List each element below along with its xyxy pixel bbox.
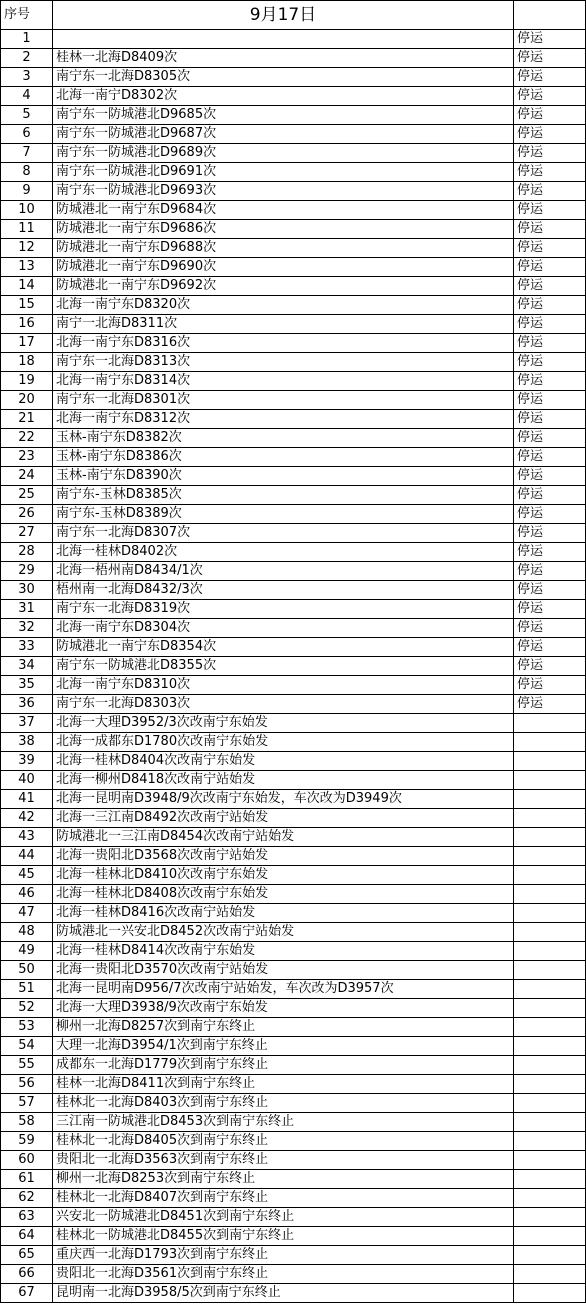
row-serial-number: 5 bbox=[1, 106, 53, 125]
table-row bbox=[1, 1037, 586, 1056]
row-serial-number: 42 bbox=[1, 809, 53, 828]
row-train-description: 南宁东一北海D8303次 bbox=[53, 695, 514, 714]
row-train-description: 南宁东一北海D8305次 bbox=[53, 68, 514, 87]
row-status: 停运 bbox=[514, 619, 586, 638]
table-row bbox=[1, 524, 586, 543]
row-train-description: 南宁东一北海D8313次 bbox=[53, 353, 514, 372]
row-status: 停运 bbox=[514, 201, 586, 220]
row-serial-number: 58 bbox=[1, 1113, 53, 1132]
row-train-description: 昆明南一北海D3958/5次到南宁东终止 bbox=[53, 1284, 514, 1303]
row-serial-number: 34 bbox=[1, 657, 53, 676]
row-train-description: 防城港北一南宁东D8354次 bbox=[53, 638, 514, 657]
table-row bbox=[1, 391, 586, 410]
table-row bbox=[1, 828, 586, 847]
row-status bbox=[514, 866, 586, 885]
row-status: 停运 bbox=[514, 163, 586, 182]
row-status: 停运 bbox=[514, 562, 586, 581]
row-status: 停运 bbox=[514, 429, 586, 448]
row-status: 停运 bbox=[514, 258, 586, 277]
row-status: 停运 bbox=[514, 581, 586, 600]
row-train-description: 北海一桂林D8402次 bbox=[53, 543, 514, 562]
table-row bbox=[1, 239, 586, 258]
table-row bbox=[1, 144, 586, 163]
row-serial-number: 28 bbox=[1, 543, 53, 562]
table-row bbox=[1, 296, 586, 315]
table-row bbox=[1, 372, 586, 391]
header-status bbox=[514, 1, 586, 30]
row-serial-number: 11 bbox=[1, 220, 53, 239]
row-serial-number: 60 bbox=[1, 1151, 53, 1170]
row-serial-number: 47 bbox=[1, 904, 53, 923]
table-row bbox=[1, 49, 586, 68]
row-serial-number: 14 bbox=[1, 277, 53, 296]
table-row bbox=[1, 695, 586, 714]
row-status bbox=[514, 1189, 586, 1208]
row-train-description: 北海一南宁东D8312次 bbox=[53, 410, 514, 429]
table-row bbox=[1, 258, 586, 277]
row-serial-number: 17 bbox=[1, 334, 53, 353]
row-train-description: 大理一北海D3954/1次到南宁东终止 bbox=[53, 1037, 514, 1056]
row-status: 停运 bbox=[514, 30, 586, 49]
row-status bbox=[514, 999, 586, 1018]
row-serial-number: 48 bbox=[1, 923, 53, 942]
table-row bbox=[1, 676, 586, 695]
row-train-description: 北海一南宁东D8316次 bbox=[53, 334, 514, 353]
row-train-description: 北海一三江南D8492次改南宁站始发 bbox=[53, 809, 514, 828]
row-train-description: 桂林一北海D8409次 bbox=[53, 49, 514, 68]
row-train-description: 南宁东-玉林D8385次 bbox=[53, 486, 514, 505]
row-status bbox=[514, 771, 586, 790]
row-serial-number: 19 bbox=[1, 372, 53, 391]
row-train-description: 防城港北一南宁东D9684次 bbox=[53, 201, 514, 220]
row-train-description: 南宁东一防城港北D9691次 bbox=[53, 163, 514, 182]
row-serial-number: 38 bbox=[1, 733, 53, 752]
row-status: 停运 bbox=[514, 87, 586, 106]
row-status: 停运 bbox=[514, 467, 586, 486]
row-train-description: 北海一桂林北D8410次改南宁东始发 bbox=[53, 866, 514, 885]
row-serial-number: 21 bbox=[1, 410, 53, 429]
row-train-description: 北海一大理D3938/9次改南宁东始发 bbox=[53, 999, 514, 1018]
table-row bbox=[1, 486, 586, 505]
table-row bbox=[1, 923, 586, 942]
table-row bbox=[1, 125, 586, 144]
row-serial-number: 57 bbox=[1, 1094, 53, 1113]
row-serial-number: 9 bbox=[1, 182, 53, 201]
table-row bbox=[1, 752, 586, 771]
table-row bbox=[1, 1170, 586, 1189]
row-status bbox=[514, 790, 586, 809]
row-train-description: 北海一南宁东D8314次 bbox=[53, 372, 514, 391]
row-status bbox=[514, 828, 586, 847]
table-row bbox=[1, 353, 586, 372]
row-status: 停运 bbox=[514, 695, 586, 714]
row-status bbox=[514, 1018, 586, 1037]
row-serial-number: 54 bbox=[1, 1037, 53, 1056]
row-train-description: 南宁东一防城港北D9687次 bbox=[53, 125, 514, 144]
row-status: 停运 bbox=[514, 410, 586, 429]
row-status bbox=[514, 1151, 586, 1170]
table-row bbox=[1, 619, 586, 638]
row-status: 停运 bbox=[514, 334, 586, 353]
row-serial-number: 52 bbox=[1, 999, 53, 1018]
header-serial-number: 序号 bbox=[1, 1, 53, 30]
table-row bbox=[1, 790, 586, 809]
row-status bbox=[514, 1246, 586, 1265]
row-status: 停运 bbox=[514, 182, 586, 201]
row-serial-number: 31 bbox=[1, 600, 53, 619]
table-row bbox=[1, 1075, 586, 1094]
table-row bbox=[1, 1265, 586, 1284]
row-serial-number: 40 bbox=[1, 771, 53, 790]
row-train-description: 北海一贵阳北D3570次改南宁站始发 bbox=[53, 961, 514, 980]
row-serial-number: 56 bbox=[1, 1075, 53, 1094]
row-serial-number: 27 bbox=[1, 524, 53, 543]
table-row bbox=[1, 809, 586, 828]
row-serial-number: 22 bbox=[1, 429, 53, 448]
row-status bbox=[514, 733, 586, 752]
row-status bbox=[514, 752, 586, 771]
row-serial-number: 26 bbox=[1, 505, 53, 524]
table-row bbox=[1, 182, 586, 201]
table-row bbox=[1, 106, 586, 125]
table-row bbox=[1, 505, 586, 524]
row-train-description: 北海一大理D3952/3次改南宁东始发 bbox=[53, 714, 514, 733]
row-train-description: 贵阳北一北海D3561次到南宁东终止 bbox=[53, 1265, 514, 1284]
row-serial-number: 53 bbox=[1, 1018, 53, 1037]
row-status: 停运 bbox=[514, 448, 586, 467]
row-train-description: 北海一南宁东D8310次 bbox=[53, 676, 514, 695]
table-row bbox=[1, 543, 586, 562]
row-serial-number: 49 bbox=[1, 942, 53, 961]
row-train-description: 南宁东一防城港北D8355次 bbox=[53, 657, 514, 676]
row-serial-number: 18 bbox=[1, 353, 53, 372]
table-row bbox=[1, 1018, 586, 1037]
table-row bbox=[1, 942, 586, 961]
row-status: 停运 bbox=[514, 391, 586, 410]
table-row bbox=[1, 600, 586, 619]
row-status bbox=[514, 714, 586, 733]
table-row bbox=[1, 448, 586, 467]
row-train-description: 南宁东一北海D8301次 bbox=[53, 391, 514, 410]
row-serial-number: 36 bbox=[1, 695, 53, 714]
row-train-description: 北海一桂林北D8408次改南宁东始发 bbox=[53, 885, 514, 904]
row-serial-number: 45 bbox=[1, 866, 53, 885]
header-row bbox=[1, 1, 586, 30]
row-status bbox=[514, 1208, 586, 1227]
row-serial-number: 15 bbox=[1, 296, 53, 315]
row-train-description: 重庆西一北海D1793次到南宁东终止 bbox=[53, 1246, 514, 1265]
row-train-description: 南宁东一防城港北D9689次 bbox=[53, 144, 514, 163]
table-row bbox=[1, 163, 586, 182]
row-train-description: 防城港北一南宁东D9690次 bbox=[53, 258, 514, 277]
row-status: 停运 bbox=[514, 353, 586, 372]
row-train-description: 防城港北一南宁东D9692次 bbox=[53, 277, 514, 296]
table-row bbox=[1, 429, 586, 448]
row-status: 停运 bbox=[514, 106, 586, 125]
row-status: 停运 bbox=[514, 676, 586, 695]
table-body bbox=[1, 30, 586, 1303]
row-serial-number: 6 bbox=[1, 125, 53, 144]
row-serial-number: 4 bbox=[1, 87, 53, 106]
row-train-description: 桂林北一北海D8405次到南宁东终止 bbox=[53, 1132, 514, 1151]
row-serial-number: 59 bbox=[1, 1132, 53, 1151]
row-train-description: 北海一南宁东D8304次 bbox=[53, 619, 514, 638]
table-row bbox=[1, 201, 586, 220]
table-row bbox=[1, 220, 586, 239]
row-train-description: 北海一昆明南D956/7次改南宁站始发，车次改为D3957次 bbox=[53, 980, 514, 999]
row-serial-number: 13 bbox=[1, 258, 53, 277]
table-row bbox=[1, 410, 586, 429]
row-serial-number: 39 bbox=[1, 752, 53, 771]
header-date: 9月17日 bbox=[53, 1, 514, 30]
row-train-description: 南宁东一防城港北D9693次 bbox=[53, 182, 514, 201]
table-row bbox=[1, 980, 586, 999]
row-status: 停运 bbox=[514, 49, 586, 68]
row-train-description: 防城港北一三江南D8454次改南宁站始发 bbox=[53, 828, 514, 847]
row-train-description: 玉林-南宁东D8386次 bbox=[53, 448, 514, 467]
row-serial-number: 8 bbox=[1, 163, 53, 182]
row-status bbox=[514, 1284, 586, 1303]
row-train-description: 南宁东一北海D8307次 bbox=[53, 524, 514, 543]
table-row bbox=[1, 581, 586, 600]
row-train-description: 桂林北一北海D8407次到南宁东终止 bbox=[53, 1189, 514, 1208]
row-train-description: 北海一南宁东D8320次 bbox=[53, 296, 514, 315]
row-train-description: 北海一南宁D8302次 bbox=[53, 87, 514, 106]
row-status bbox=[514, 1170, 586, 1189]
row-status: 停运 bbox=[514, 638, 586, 657]
row-serial-number: 66 bbox=[1, 1265, 53, 1284]
row-serial-number: 7 bbox=[1, 144, 53, 163]
row-status bbox=[514, 942, 586, 961]
table-row bbox=[1, 68, 586, 87]
row-serial-number: 43 bbox=[1, 828, 53, 847]
row-status: 停运 bbox=[514, 486, 586, 505]
row-serial-number: 67 bbox=[1, 1284, 53, 1303]
row-serial-number: 46 bbox=[1, 885, 53, 904]
row-status: 停运 bbox=[514, 144, 586, 163]
row-train-description: 南宁一北海D8311次 bbox=[53, 315, 514, 334]
row-status bbox=[514, 809, 586, 828]
table-row bbox=[1, 1132, 586, 1151]
table-row bbox=[1, 657, 586, 676]
row-train-description: 玉林-南宁东D8382次 bbox=[53, 429, 514, 448]
row-status: 停运 bbox=[514, 524, 586, 543]
row-train-description: 北海一贵阳北D3568次改南宁站始发 bbox=[53, 847, 514, 866]
row-serial-number: 33 bbox=[1, 638, 53, 657]
row-serial-number: 35 bbox=[1, 676, 53, 695]
row-status bbox=[514, 904, 586, 923]
table-row bbox=[1, 30, 586, 49]
table-row bbox=[1, 638, 586, 657]
row-serial-number: 24 bbox=[1, 467, 53, 486]
row-serial-number: 25 bbox=[1, 486, 53, 505]
row-serial-number: 64 bbox=[1, 1227, 53, 1246]
row-serial-number: 23 bbox=[1, 448, 53, 467]
row-serial-number: 32 bbox=[1, 619, 53, 638]
row-train-description: 防城港北一南宁东D9686次 bbox=[53, 220, 514, 239]
row-train-description: 玉林-南宁东D8390次 bbox=[53, 467, 514, 486]
row-serial-number: 29 bbox=[1, 562, 53, 581]
row-status bbox=[514, 1056, 586, 1075]
row-train-description: 北海一桂林D8404次改南宁东始发 bbox=[53, 752, 514, 771]
row-status bbox=[514, 1227, 586, 1246]
row-serial-number: 55 bbox=[1, 1056, 53, 1075]
row-train-description: 北海一昆明南D3948/9次改南宁东始发，车次改为D3949次 bbox=[53, 790, 514, 809]
table-row bbox=[1, 866, 586, 885]
row-status bbox=[514, 961, 586, 980]
row-status: 停运 bbox=[514, 543, 586, 562]
row-serial-number: 30 bbox=[1, 581, 53, 600]
row-serial-number: 50 bbox=[1, 961, 53, 980]
row-train-description: 柳州一北海D8257次到南宁东终止 bbox=[53, 1018, 514, 1037]
table-row bbox=[1, 87, 586, 106]
row-train-description: 贵阳北一北海D3563次到南宁东终止 bbox=[53, 1151, 514, 1170]
row-train-description: 北海一梧州南D8434/1次 bbox=[53, 562, 514, 581]
row-serial-number: 1 bbox=[1, 30, 53, 49]
row-status: 停运 bbox=[514, 315, 586, 334]
row-train-description: 防城港北一南宁东D9688次 bbox=[53, 239, 514, 258]
table-row bbox=[1, 999, 586, 1018]
row-status: 停运 bbox=[514, 372, 586, 391]
row-train-description: 桂林北一北海D8403次到南宁东终止 bbox=[53, 1094, 514, 1113]
row-status bbox=[514, 1113, 586, 1132]
table-row bbox=[1, 714, 586, 733]
row-train-description: 柳州一北海D8253次到南宁东终止 bbox=[53, 1170, 514, 1189]
table-row bbox=[1, 885, 586, 904]
row-train-description: 北海一桂林D8414次改南宁东始发 bbox=[53, 942, 514, 961]
table-row bbox=[1, 1208, 586, 1227]
row-train-description: 成都东一北海D1779次到南宁东终止 bbox=[53, 1056, 514, 1075]
row-status bbox=[514, 1265, 586, 1284]
row-train-description: 北海一成都东D1780次改南宁东始发 bbox=[53, 733, 514, 752]
row-serial-number: 62 bbox=[1, 1189, 53, 1208]
row-serial-number: 16 bbox=[1, 315, 53, 334]
table-row bbox=[1, 1227, 586, 1246]
table-row bbox=[1, 277, 586, 296]
row-serial-number: 10 bbox=[1, 201, 53, 220]
row-serial-number: 61 bbox=[1, 1170, 53, 1189]
row-status bbox=[514, 1094, 586, 1113]
row-train-description: 梧州南一北海D8432/3次 bbox=[53, 581, 514, 600]
row-train-description: 北海一柳州D8418次改南宁站始发 bbox=[53, 771, 514, 790]
row-status: 停运 bbox=[514, 68, 586, 87]
table-row bbox=[1, 1094, 586, 1113]
row-train-description: 北海一桂林D8416次改南宁站始发 bbox=[53, 904, 514, 923]
table-row bbox=[1, 961, 586, 980]
row-train-description: 桂林一北海D8411次到南宁东终止 bbox=[53, 1075, 514, 1094]
table-row bbox=[1, 1113, 586, 1132]
row-serial-number: 3 bbox=[1, 68, 53, 87]
row-status: 停运 bbox=[514, 296, 586, 315]
row-train-description: 防城港北一兴安北D8452次改南宁站始发 bbox=[53, 923, 514, 942]
table-row bbox=[1, 334, 586, 353]
row-status: 停运 bbox=[514, 220, 586, 239]
row-train-description: 桂林北一防城港北D8455次到南宁东终止 bbox=[53, 1227, 514, 1246]
table-row bbox=[1, 1056, 586, 1075]
row-status bbox=[514, 1075, 586, 1094]
table-row bbox=[1, 1246, 586, 1265]
row-status: 停运 bbox=[514, 600, 586, 619]
row-serial-number: 44 bbox=[1, 847, 53, 866]
row-status bbox=[514, 1132, 586, 1151]
row-status: 停运 bbox=[514, 657, 586, 676]
row-serial-number: 2 bbox=[1, 49, 53, 68]
row-train-description: 南宁东一北海D8319次 bbox=[53, 600, 514, 619]
row-status bbox=[514, 923, 586, 942]
table-row bbox=[1, 771, 586, 790]
table-row bbox=[1, 1189, 586, 1208]
row-serial-number: 51 bbox=[1, 980, 53, 999]
table-row bbox=[1, 1151, 586, 1170]
row-status: 停运 bbox=[514, 125, 586, 144]
row-status bbox=[514, 847, 586, 866]
row-serial-number: 20 bbox=[1, 391, 53, 410]
table-row bbox=[1, 467, 586, 486]
table-row bbox=[1, 315, 586, 334]
row-status: 停运 bbox=[514, 239, 586, 258]
row-train-description: 南宁东一防城港北D9685次 bbox=[53, 106, 514, 125]
row-status bbox=[514, 1037, 586, 1056]
row-serial-number: 63 bbox=[1, 1208, 53, 1227]
table-row bbox=[1, 1284, 586, 1303]
row-train-description: 南宁东-玉林D8389次 bbox=[53, 505, 514, 524]
row-status: 停运 bbox=[514, 277, 586, 296]
table-row bbox=[1, 847, 586, 866]
row-serial-number: 41 bbox=[1, 790, 53, 809]
row-train-description bbox=[53, 30, 514, 49]
table-row bbox=[1, 904, 586, 923]
row-train-description: 三江南一防城港北D8453次到南宁东终止 bbox=[53, 1113, 514, 1132]
table-row bbox=[1, 733, 586, 752]
row-train-description: 兴安北一防城港北D8451次到南宁东终止 bbox=[53, 1208, 514, 1227]
row-serial-number: 65 bbox=[1, 1246, 53, 1265]
row-status bbox=[514, 980, 586, 999]
row-status bbox=[514, 885, 586, 904]
table-row bbox=[1, 562, 586, 581]
row-status: 停运 bbox=[514, 505, 586, 524]
row-serial-number: 12 bbox=[1, 239, 53, 258]
row-serial-number: 37 bbox=[1, 714, 53, 733]
